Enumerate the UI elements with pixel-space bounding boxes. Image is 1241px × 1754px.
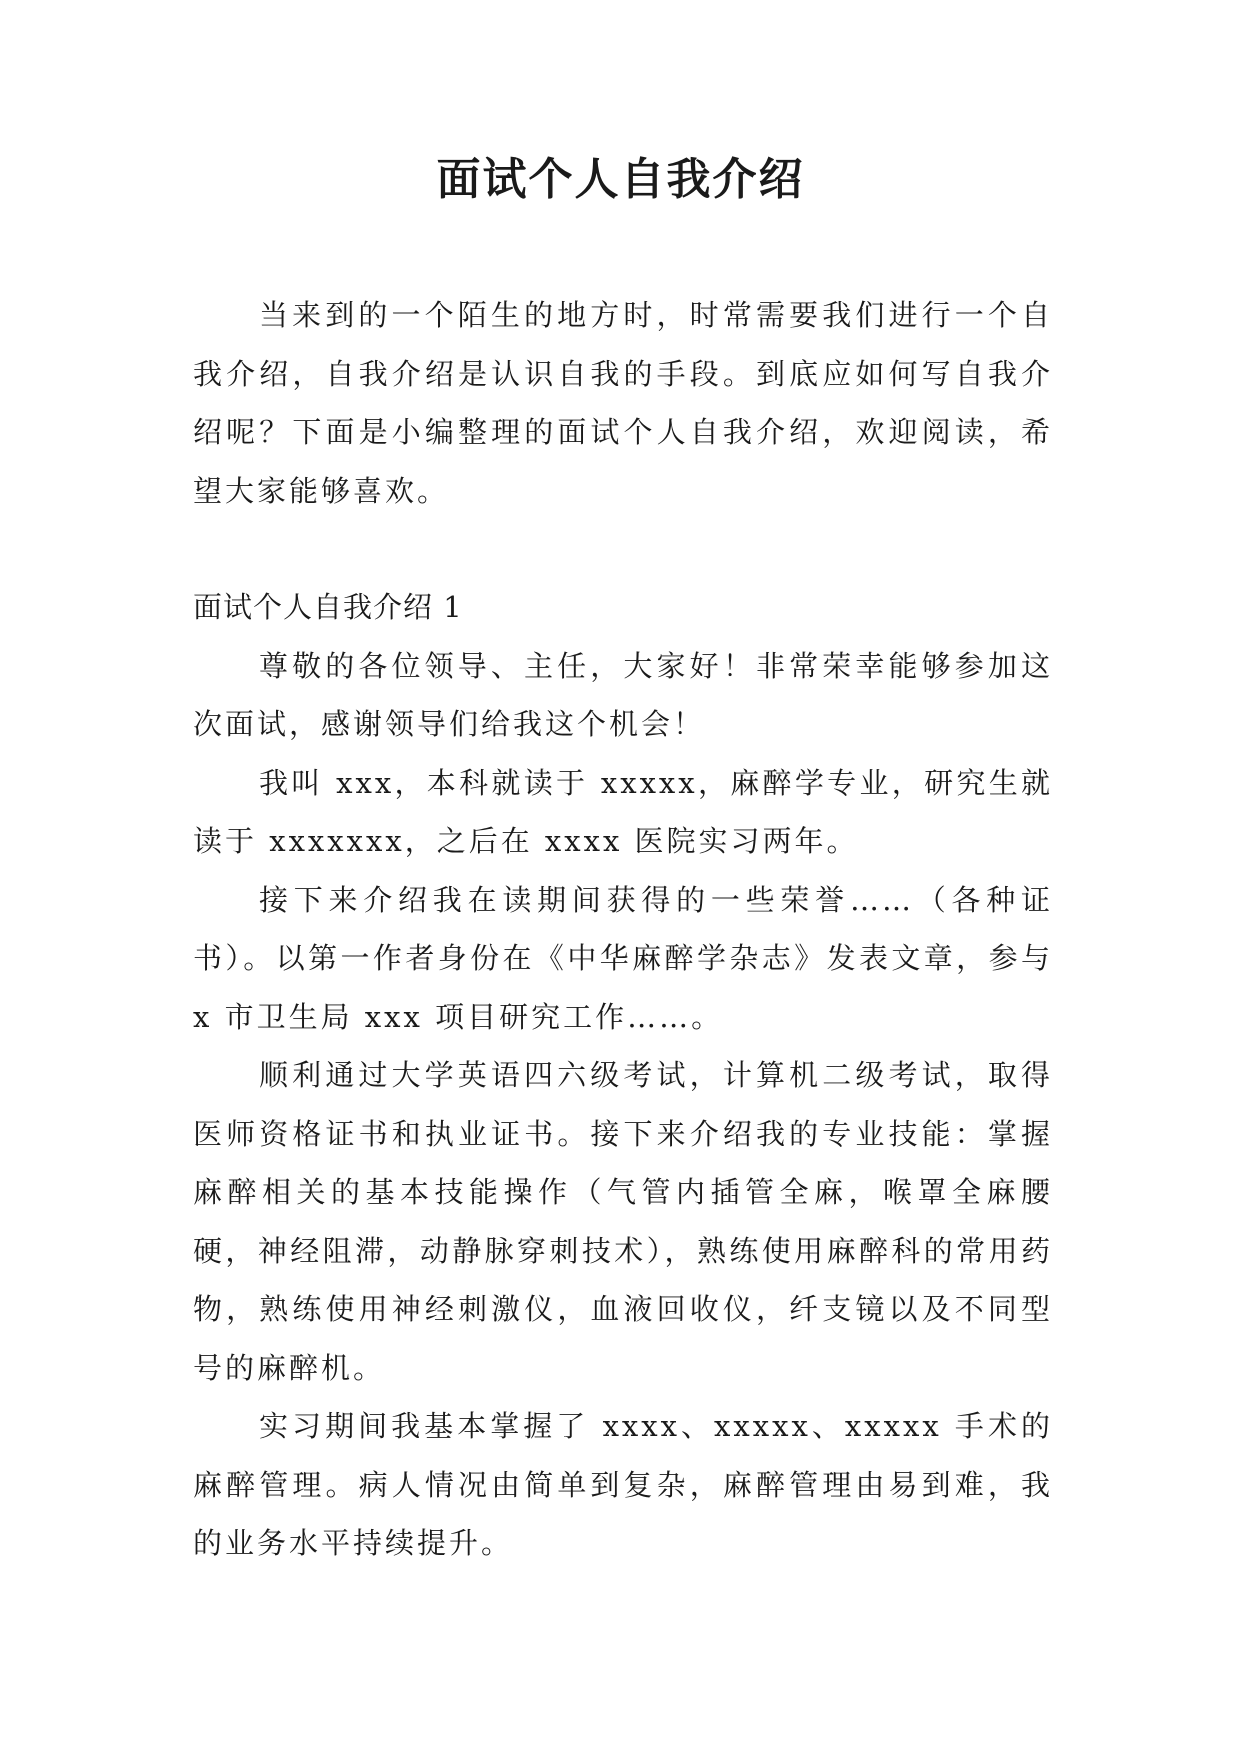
- body-paragraph-1: 尊敬的各位领导、主任，大家好！非常荣幸能够参加这次面试，感谢领导们给我这个机会！: [193, 648, 1053, 741]
- document-body: [193, 286, 1053, 1573]
- body-paragraph-5: 实习期间我基本掌握了 xxxx、xxxxx、xxxxx 手术的麻醉管理。病人情况由简单到复杂，麻醉管理由易到难，我的业务水平持续提升。: [193, 1409, 1053, 1560]
- body-paragraph-2: 我叫 xxx，本科就读于 xxxxx，麻醉学专业，研究生就读于 xxxxxxx，之后在 xxxx 医院实习两年。: [193, 765, 1053, 858]
- document-title: 面试个人自我介绍: [436, 154, 805, 205]
- body-paragraph-4: 顺利通过大学英语四六级考试，计算机二级考试，取得医师资格证书和执业证书。接下来介绍我的专业技能：掌握麻醉相关的基本技能操作（气管内插管全麻，喉罩全麻腰硬，神经阻滞，动静脉穿刺技术），熟练使用麻醉科的常用药物，熟练使用神经刺激仪，血液回收仪，纤支镜以及不同型号的麻醉机。: [193, 1058, 1053, 1385]
- body-paragraph-3: 接下来介绍我在读期间获得的一些荣誉……（各种证书）。以第一作者身份在《中华麻醉学杂志》发表文章，参与 x 市卫生局 xxx 项目研究工作……。: [193, 882, 1053, 1034]
- section-heading: 面试个人自我介绍 1: [193, 590, 463, 624]
- intro-paragraph: 当来到的一个陌生的地方时，时常需要我们进行一个自我介绍，自我介绍是认识自我的手段。到底应如何写自我介绍呢？下面是小编整理的面试个人自我介绍，欢迎阅读，希望大家能够喜欢。: [193, 298, 1053, 508]
